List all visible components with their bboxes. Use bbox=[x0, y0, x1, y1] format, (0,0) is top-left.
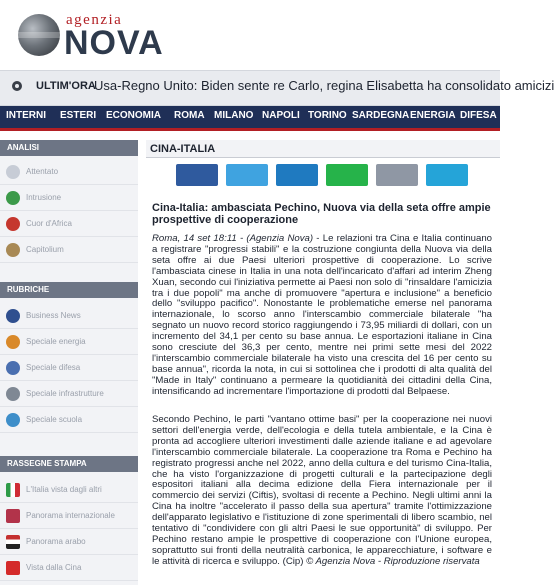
nav-item-difesa[interactable]: DIFESA bbox=[460, 110, 497, 121]
sidebar-item-speciale-scuola[interactable] bbox=[0, 408, 138, 433]
defense-icon bbox=[6, 361, 20, 375]
twitter-share-button[interactable] bbox=[226, 164, 268, 186]
sidebar-heading-rubriche: RUBRICHE bbox=[0, 282, 138, 298]
sidebar-item-intrusione[interactable] bbox=[0, 186, 138, 211]
breaking-news-ticker bbox=[0, 70, 554, 106]
section-title[interactable]: CINA-ITALIA bbox=[146, 140, 500, 158]
logo-tagline[interactable]: agenzia bbox=[66, 12, 123, 28]
china-flag-icon bbox=[6, 561, 20, 575]
capitolium-icon bbox=[6, 243, 20, 257]
sidebar-item-speciale-energia[interactable] bbox=[0, 330, 138, 355]
nav-item-esteri[interactable]: ESTERI bbox=[60, 110, 97, 121]
sidebar-item-label: L'Italia vista dagli altri bbox=[26, 485, 102, 494]
intrusione-icon bbox=[6, 191, 20, 205]
globe-logo-icon[interactable] bbox=[18, 14, 60, 56]
sidebar-item-speciale-infrastrutture[interactable] bbox=[0, 382, 138, 407]
sidebar-item-cuor-d-africa[interactable] bbox=[0, 212, 138, 237]
article-headline: Cina-Italia: ambasciata Pechino, Nuova via della seta offre ampie prospettive di cooperazione bbox=[152, 202, 491, 226]
flags-icon bbox=[6, 509, 20, 523]
ring-icon bbox=[12, 81, 22, 91]
whatsapp-share-button[interactable] bbox=[326, 164, 368, 186]
article-paragraph-2 bbox=[152, 415, 492, 568]
sidebar-item-panorama-internazionale[interactable] bbox=[0, 504, 138, 529]
sidebar-item-label: Speciale energia bbox=[26, 337, 86, 346]
article-text-1: - Le relazioni tra Cina e Italia continuano a registrare "progressi stabili" e la costruzione congiunta della Nuova via della seta offre ai due Paesi ulteriori prospettive di cooperazione. Lo scrive l'ambasciata cinese in Italia in una nota dell'incaricato d'affari ad interim Zheng Xuan, secondo cui l'iniziativa permette ai Paesi non solo di "rinsaldare l'amicizia tra i due popoli" ma anche di promuovere "apertura e inclusione" a beneficio dello "sviluppo pacifico". Nonostante le problematiche emerse nel panorama internazionale, lo scorso anno l'interscambio commerciale bilaterale "ha segnato un nuovo record storico raggiungendo i 73,95 miliardi di dollari, con un incremento del 34,1 per cento su base annua. Le esportazioni italiane in Cina sono cresciute del 36,3 per cento, mentre nei primi sette mesi del 2022 l'interscambio commerciale bilaterale ha visto una crescita del 16 per cento su base annua", ricorda la nota, in cui si sottolinea che i prodotti di alta qualità del "Made in Italy" continuano a permeare la quotidianità dei cittadini della Cina, intensificando ad incrementare l'importazione di prodotti dal Belpaese. bbox=[152, 233, 493, 397]
sidebar-item-vista-dalla-cina[interactable] bbox=[0, 556, 138, 581]
sidebar-item-label: Panorama internazionale bbox=[26, 511, 115, 520]
article-paragraph-1 bbox=[152, 234, 492, 398]
sidebar-item-business-news[interactable] bbox=[0, 304, 138, 329]
attentato-icon bbox=[6, 165, 20, 179]
nav-item-milano[interactable]: MILANO bbox=[214, 110, 254, 121]
sidebar-item-panorama-arabo[interactable] bbox=[0, 530, 138, 555]
globe-icon bbox=[6, 309, 20, 323]
sidebar-heading-rassegne-stampa: RASSEGNE STAMPA bbox=[0, 456, 138, 472]
sidebar-item-label: Speciale scuola bbox=[26, 415, 83, 424]
linkedin-share-button[interactable] bbox=[276, 164, 318, 186]
sidebar-heading-analisi: ANALISI bbox=[0, 140, 138, 156]
sidebar-item-label: Capitolium bbox=[26, 245, 64, 254]
sidebar-item-attentato[interactable] bbox=[0, 160, 138, 185]
article-dateline: Roma, 14 set 18:11 - (Agenzia Nova) bbox=[152, 233, 314, 244]
sidebar-item-speciale-difesa[interactable] bbox=[0, 356, 138, 381]
sidebar-item-label: Attentato bbox=[26, 167, 59, 176]
sidebar-item-label: Vista dalla Cina bbox=[26, 563, 82, 572]
school-icon bbox=[6, 413, 20, 427]
nav-item-torino[interactable]: TORINO bbox=[308, 110, 347, 121]
sidebar-item-label: Cuor d'Africa bbox=[26, 219, 72, 228]
nav-item-economia[interactable]: ECONOMIA bbox=[106, 110, 161, 121]
logo-wordmark[interactable]: NOVA bbox=[64, 24, 164, 62]
site-header bbox=[0, 0, 500, 70]
nav-item-energia[interactable]: ENERGIA bbox=[410, 110, 456, 121]
share-bar bbox=[176, 164, 476, 186]
heart-icon bbox=[6, 217, 20, 231]
nav-item-interni[interactable]: INTERNI bbox=[6, 110, 46, 121]
telegram-share-button[interactable] bbox=[426, 164, 468, 186]
energy-icon bbox=[6, 335, 20, 349]
sidebar-item-label: Speciale infrastrutture bbox=[26, 389, 104, 398]
sidebar-item-italia-vista[interactable] bbox=[0, 478, 138, 503]
sidebar-item-label: Panorama arabo bbox=[26, 537, 86, 546]
email-share-button[interactable] bbox=[376, 164, 418, 186]
sidebar bbox=[0, 140, 138, 585]
ticker-label: ULTIM'ORA bbox=[36, 80, 96, 92]
italy-flag-icon bbox=[6, 483, 20, 497]
facebook-share-button[interactable] bbox=[176, 164, 218, 186]
sidebar-item-label: Speciale difesa bbox=[26, 363, 81, 372]
ticker-headline-link[interactable]: Usa-Regno Unito: Biden sente re Carlo, regina Elisabetta ha consolidato amicizi bbox=[94, 78, 554, 93]
nav-item-roma[interactable]: ROMA bbox=[174, 110, 205, 121]
sidebar-item-label: Business News bbox=[26, 311, 81, 320]
article-credit: © Agenzia Nova - Riproduzione riservata bbox=[306, 555, 480, 567]
infrastructure-icon bbox=[6, 387, 20, 401]
arab-flag-icon bbox=[6, 535, 20, 549]
main-navigation bbox=[0, 106, 500, 131]
nav-item-napoli[interactable]: NAPOLI bbox=[262, 110, 300, 121]
sidebar-item-label: Intrusione bbox=[26, 193, 62, 202]
nav-item-sardegna[interactable]: SARDEGNA bbox=[352, 110, 410, 121]
sidebar-item-capitolium[interactable] bbox=[0, 238, 138, 263]
article-text-2: Secondo Pechino, le parti "vantano ottime basi" per la cooperazione nei nuovi settori dell'energia verde, dell'ecologia e della tutela ambientale, e la Cina è pronta ad accogliere ulteriori investimenti dalle aziende italiane e ad agevolare l'interscambio commerciale bilaterale. La cooperazione tra Roma e Pechino ha registrato progressi anche nel 2022, anno della cultura e del turismo Cina-Italia, che ha visto l'organizzazione di progetti culturali e la partecipazione degli espositori italiani alla decima edizione della Fiera internazionale per il commercio dei servizi (Ciftis), svoltasi di recente a Pechino. Negli ultimi anni la Cina ha inoltre "accelerato il passo della sua apertura" tramite l'ottimizzazione dell'apparato legislativo e l'istituzione di zone sperimentali di libero scambio, nel tentativo di "condividere con gli altri Paesi le sue opportunità" di sviluppo. Per Pechino restano ampie le prospettive di cooperazione con l'Unione europea, soprattutto sui fronti della neutralità carbonica, le apparecchiature, i software e le attività di ricerca e sviluppo. (Cip) bbox=[152, 414, 492, 567]
